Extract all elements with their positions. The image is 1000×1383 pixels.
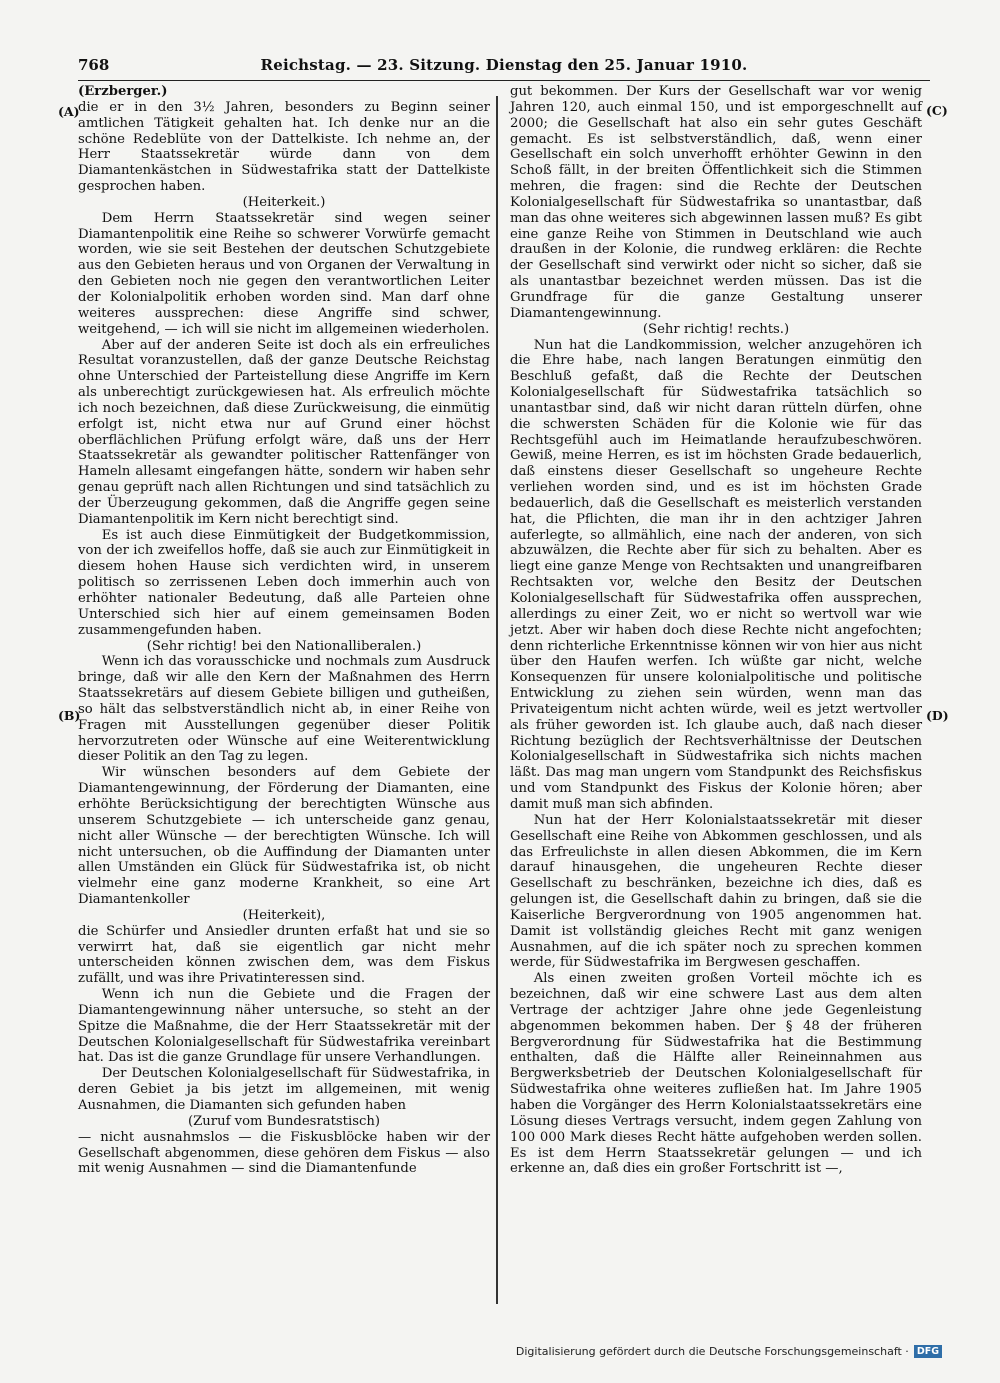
page-number: 768 xyxy=(78,56,110,74)
paragraph: Aber auf der anderen Seite ist doch als ein erfreuliches Resultat voranzustellen, daß der ganze Deutsche Reichstag ohne Unterschied der Parteistellung diese Angriffe im Kern als unberechtigt zurückgewiesen hat. Als erfreulich möchte ich noch bezeichnen, daß diese Zurückweisung, die einmütig erfolgt ist, nicht etwa nur auf Grund einer höchst oberflächlichen Prüfung erfolgt wäre, daß uns der Herr Staatssekretär als gewandter politischer Rattenfänger von Hameln allesamt eingefangen hätte, sondern wir haben sehr genau geprüft nach allen Richtungen und sind tatsächlich zu der Überzeugung gekommen, daß die Angriffe gegen seine Diamantenpolitik im Kern nicht berechtigt sind. xyxy=(78,337,490,527)
paragraph: Dem Herrn Staatssekretär sind wegen seiner Diamantenpolitik eine Reihe so schwerer Vorwürfe gemacht worden, wie sie seit Bestehen der deutschen Schutzgebiete aus den Gebieten heraus und von Organen der Verwaltung in den Gebieten noch nie gegen den verantwortlichen Leiter der Kolonialpolitik erhoben worden sind. Man darf ohne weiteres aussprechen: diese Angriffe sind schwer, weitgehend, — ich will sie nicht im allgemeinen wiederholen. xyxy=(78,210,490,337)
margin-marker-b: (B) xyxy=(58,708,81,723)
margin-marker-d: (D) xyxy=(926,708,949,723)
interjection: (Heiterkeit), xyxy=(242,907,326,923)
paragraph: Wenn ich das vorausschicke und nochmals zum Ausdruck bringe, daß wir alle den Kern der Maßnahmen des Herrn Staatssekretärs auf diesem Gebiete billigen und gutheißen, so hält das selbstverständlich nicht ab, in einer Reihe von Fragen mit Ausstellungen gegenüber dieser Politik hervorzutreten oder Wünsche auf eine Weiterentwicklung dieser Politik an den Tag zu legen. xyxy=(78,654,490,765)
margin-marker-a: (A) xyxy=(58,104,80,119)
page-header xyxy=(78,54,930,81)
interjection: (Zuruf vom Bundesratstisch) xyxy=(188,1113,380,1129)
interjection: (Sehr richtig! rechts.) xyxy=(642,321,790,337)
dfg-logo: DFG xyxy=(914,1345,942,1358)
interjection: (Sehr richtig! bei den Nationalliberalen.) xyxy=(146,638,422,654)
speaker-name: (Erzberger.) xyxy=(78,84,168,99)
footer-note xyxy=(516,1345,942,1358)
paragraph: Nun hat der Herr Kolonialstaatssekretär mit dieser Gesellschaft eine Reihe von Abkommen geschlossen, und als das Erfreulichste in allen diesen Abkommen, die im Kern darauf hinausgehen, die ungeheuren Rechte dieser Gesellschaft zu beschränken, bezeichne ich dies, daß es gelungen ist, die Gesellschaft dahin zu bringen, daß sie die Kaiserliche Bergverordnung von 1905 angenommen hat. Damit ist vollständig gleiches Recht mit ganz wenigen Ausnahmen, auf die ich später noch zu sprechen kommen werde, für Südwestafrika im Bergwesen geschaffen. xyxy=(510,812,922,971)
paragraph-continuation: — nicht ausnahmslos — die Fiskusblöcke haben wir der Gesellschaft abgenommen, diese gehören dem Fiskus — also mit wenig Ausnahmen — sind die Diamantenfunde xyxy=(78,1129,490,1177)
paragraph-continuation: gut bekommen. Der Kurs der Gesellschaft war vor wenig Jahren 120, auch einmal 150, und ist emporgeschnellt auf 2000; die Gesellschaft hat also ein sehr gutes Geschäft gemacht. Es ist selbstverständlich, daß, wenn einer Gesellschaft ein solch unverhofft erhöhter Gewinn in den Schoß fällt, in der breiten Öffentlichkeit sich die Stimmen mehren, die fragen: sind die Rechte der Deutschen Kolonialgesellschaft für Südwestafrika so unantastbar, daß man das ohne weiteres sich abgewinnen lassen muß? Es gibt eine ganze Reihe von Stimmen in Deutschland wie auch draußen in der Kolonie, die rundweg erklären: die Rechte der Gesellschaft sind verwirkt oder nicht so sicher, daß sie als unantastbar bezeichnet werden müssen. Das ist die Grundfrage für die ganze Gestaltung unserer Diamantengewinnung. xyxy=(510,84,922,321)
running-head: Reichstag. — 23. Sitzung. Dienstag den 25. Januar 1910. xyxy=(260,56,748,74)
margin-marker-c: (C) xyxy=(926,103,948,118)
right-column xyxy=(510,84,922,1177)
paragraph: Wenn ich nun die Gebiete und die Fragen der Diamantengewinnung näher untersuche, so steht an der Spitze die Maßnahme, die der Herr Staatssekretär mit der Deutschen Kolonialgesellschaft für Südwestafrika vereinbart hat. Das ist die ganze Grundlage für unsere Verhandlungen. xyxy=(78,987,490,1066)
paragraph: Als einen zweiten großen Vorteil möchte ich es bezeichnen, daß wir eine schwere Last aus dem alten Vertrage der achtziger Jahre ohne jede Gegenleistung abgenommen bekommen haben. Der § 48 der früheren Bergverordnung für Südwestafrika hat die Bestimmung enthalten, daß die Hälfte aller Reineinnahmen aus Bergwerksbetrieb der Deutschen Kolonialgesellschaft für Südwestafrika ohne weiteres zufließen hat. Im Jahre 1905 haben die Vorgänger des Herrn Kolonialstaatssekretärs eine Lösung dieses Vertrags versucht, indem gegen Zahlung von 100 000 Mark dieses Recht hätte aufgehoben werden sollen. Es ist dem Herrn Staatssekretär gelungen — und ich erkenne an, daß dies ein großer Fortschritt ist —, xyxy=(510,971,922,1177)
interjection: (Heiterkeit.) xyxy=(242,194,326,210)
paragraph: Es ist auch diese Einmütigkeit der Budgetkommission, von der ich zweifellos hoffe, daß sie auch zur Einmütigkeit in diesem hohen Hause sich verdichten wird, in unserem politisch so zerrissenen Leben doch immerhin auch von erhöhter nationaler Bedeutung, daß alle Parteien ohne Unterschied sich hier auf einem gemeinsamen Boden zusammengefunden haben. xyxy=(78,527,490,638)
paragraph: Wir wünschen besonders auf dem Gebiete der Diamantengewinnung, der Förderung der Diamanten, eine erhöhte Berücksichtigung der berechtigten Wünsche aus unserem Schutzgebiete — ich unterscheide ganz genau, nicht aller Wünsche — der berechtigten Wünsche. Ich will nicht untersuchen, ob die Auffindung der Diamanten unter allen Umständen ein Glück für Südwestafrika ist, ob nicht vielmehr eine ganz moderne Krankheit, so eine Art Diamantenkoller xyxy=(78,765,490,908)
footer-text: Digitalisierung gefördert durch die Deutsche Forschungsgemeinschaft · xyxy=(515,1345,909,1358)
column-divider xyxy=(496,96,498,1304)
paragraph-continuation: die Schürfer und Ansiedler drunten erfaßt hat und sie so verwirrt hat, daß sie eigentlich gar nicht mehr unterscheiden können zwischen dem, was dem Fiskus zufällt, und was ihre Privatinteressen sind. xyxy=(78,923,490,987)
paragraph-continuation: die er in den 3½ Jahren, besonders zu Beginn seiner amtlichen Tätigkeit gehalten hat. Ich denke nur an die schöne Redeblüte von der Dattelkiste. Ich nehme an, der Herr Staatssekretär würde dann von dem Diamantenkästchen in Südwestafrika statt der Dattelkiste gesprochen haben. xyxy=(78,99,490,195)
left-column xyxy=(78,84,490,1177)
paragraph: Nun hat die Landkommission, welcher anzugehören ich die Ehre habe, nach langen Beratungen einmütig den Beschluß gefaßt, daß die Rechte der Deutschen Kolonialgesellschaft für Südwestafrika tatsächlich so unantastbar sind, daß wir nicht daran rütteln dürfen, ohne die schwersten Schäden für die Kolonie wie für das Rechtsgefühl auch im Heimatlande heraufzubeschwören. Gewiß, meine Herren, es ist im höchsten Grade bedauerlich, daß einstens dieser Gesellschaft so ungeheure Rechte verliehen worden sind, und es ist im höchsten Grade bedauerlich, daß die Gesellschaft es meisterlich verstanden hat, die Pflichten, die man ihr in den achtziger Jahren auferlegte, so allmählich, eine nach der anderen, von sich abzuwälzen, die Rechte aber für sich zu behalten. Aber es liegt eine ganze Menge von Rechtsakten und unangreifbaren Rechtsakten vor, welche den Besitz der Deutschen Kolonialgesellschaft für Südwestafrika offen aussprechen, allerdings zu einer Zeit, wo er nicht so wertvoll war wie jetzt. Aber wir haben doch diese Rechte nicht angefochten; denn richterliche Erkenntnisse können wir von hier aus nicht über den Haufen werfen. Ich wüßte gar nicht, welche Konsequenzen für unsere kolonialpolitische und politische Entwicklung zu ziehen sein würden, wenn man das Privateigentum nicht achten würde, weil es jetzt wertvoller als früher geworden ist. Ich glaube auch, daß nach dieser Richtung bezüglich der Rechtsverhältnisse der Deutschen Kolonialgesellschaft in Südwestafrika sich nichts machen läßt. Das mag man ungern vom Standpunkt des Reichsfiskus und vom Standpunkt des Fiskus der Kolonie hören; aber damit muß man sich abfinden. xyxy=(510,337,922,812)
paragraph: Der Deutschen Kolonialgesellschaft für Südwestafrika, in deren Gebiet ja bis jetzt im allgemeinen, mit wenig Ausnahmen, die Diamanten sich gefunden haben xyxy=(78,1066,490,1113)
